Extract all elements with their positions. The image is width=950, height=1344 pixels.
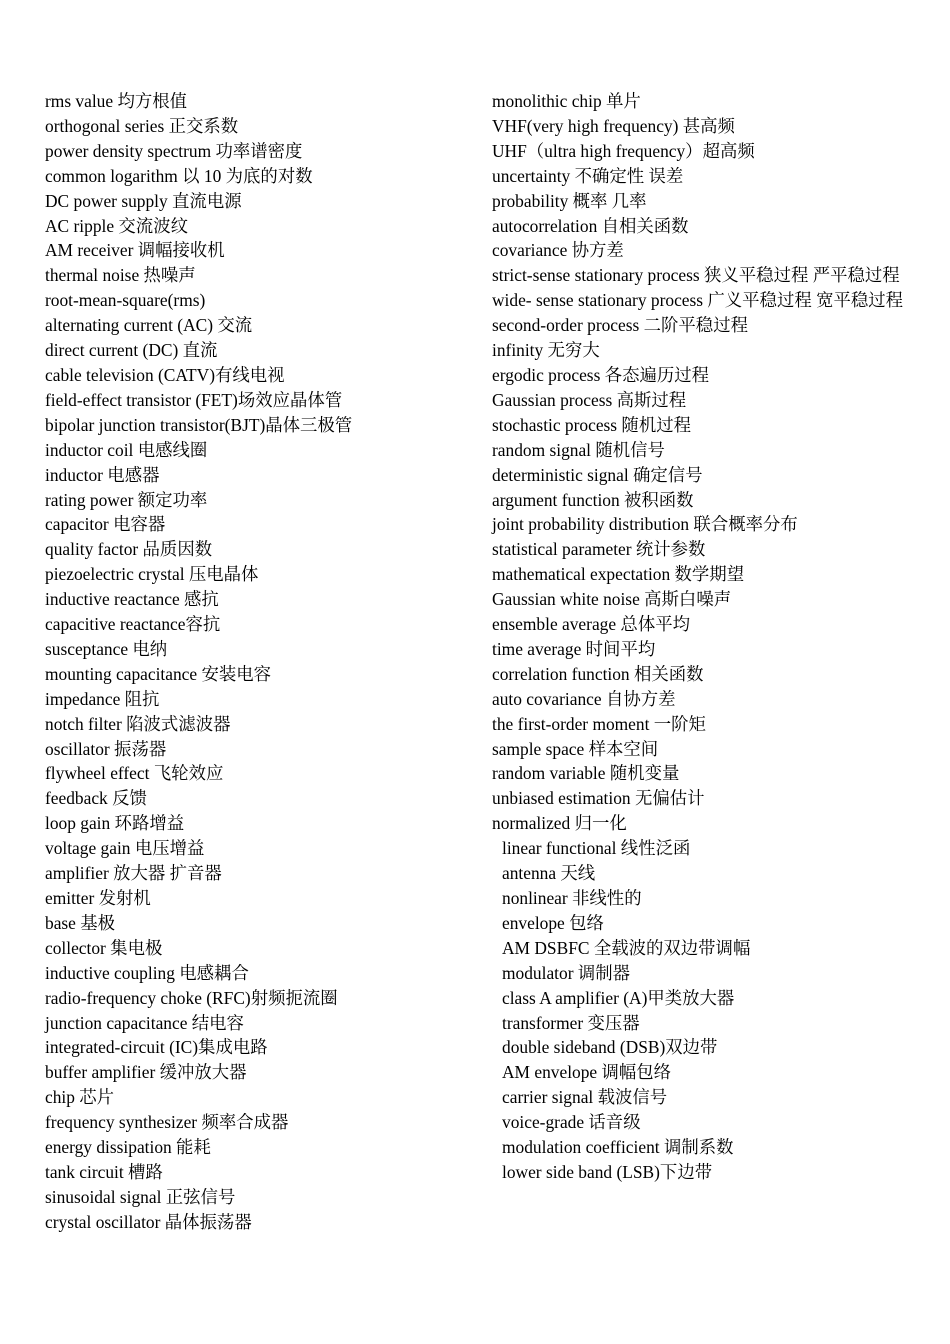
glossary-entry: carrier signal 载波信号	[502, 1087, 668, 1108]
glossary-entry: infinity 无穷大	[492, 340, 600, 361]
glossary-entry: notch filter 陷波式滤波器	[45, 713, 231, 734]
glossary-entry: Gaussian process 高斯过程	[492, 389, 687, 410]
glossary-entry: autocorrelation 自相关函数	[492, 215, 689, 236]
glossary-entry: ensemble average 总体平均	[492, 614, 690, 635]
glossary-entry: tank circuit 槽路	[45, 1161, 163, 1182]
glossary-entry: AC ripple 交流波纹	[45, 215, 188, 236]
glossary-entry: impedance 阻抗	[45, 688, 160, 709]
glossary-entry: frequency synthesizer 频率合成器	[45, 1112, 289, 1133]
glossary-entry: random variable 随机变量	[492, 763, 680, 784]
glossary-entry: inductive coupling 电感耦合	[45, 962, 249, 983]
glossary-entry: susceptance 电纳	[45, 638, 168, 659]
glossary-entry: AM envelope 调幅包络	[502, 1062, 672, 1083]
glossary-entry: argument function 被积函数	[492, 489, 694, 510]
glossary-entry: integrated-circuit (IC)集成电路	[45, 1037, 268, 1058]
glossary-entry: buffer amplifier 缓冲放大器	[45, 1062, 247, 1083]
glossary-entry: VHF(very high frequency) 甚高频	[492, 115, 735, 136]
glossary-entry: ergodic process 各态遍历过程	[492, 364, 710, 385]
glossary-entry: rms value 均方根值	[45, 91, 188, 111]
glossary-entry: amplifier 放大器 扩音器	[45, 863, 222, 884]
glossary-entry: modulator 调制器	[502, 962, 631, 983]
glossary-entry: capacitor 电容器	[45, 514, 166, 535]
glossary-entry: power density spectrum 功率谱密度	[45, 140, 303, 161]
glossary-entry: unbiased estimation 无偏估计	[492, 788, 705, 809]
glossary-entry: voice-grade 话音级	[502, 1112, 641, 1133]
glossary-entry: cable television (CATV)有线电视	[45, 364, 285, 385]
glossary-entry: nonlinear 非线性的	[502, 888, 642, 908]
glossary-entry: field-effect transistor (FET)场效应晶体管	[45, 389, 343, 410]
glossary-entry: sinusoidal signal 正弦信号	[45, 1186, 236, 1207]
glossary-entry: base 基极	[45, 912, 116, 933]
glossary-entry: loop gain 环路增益	[45, 813, 185, 834]
glossary-entry: feedback 反馈	[45, 788, 147, 809]
glossary-entry: random signal 随机信号	[492, 439, 665, 460]
glossary-entry: transformer 变压器	[502, 1012, 640, 1033]
glossary-entry: thermal noise 热噪声	[45, 265, 196, 286]
glossary-entry: DC power supply 直流电源	[45, 190, 242, 211]
glossary-entry: inductive reactance 感抗	[45, 589, 219, 610]
glossary-entry: stochastic process 随机过程	[492, 414, 691, 435]
glossary-entry: emitter 发射机	[45, 888, 151, 908]
glossary-entry: capacitive reactance容抗	[45, 614, 221, 635]
glossary-entry: joint probability distribution 联合概率分布	[492, 514, 798, 535]
glossary-entry: collector 集电极	[45, 937, 163, 958]
glossary-entry: sample space 样本空间	[492, 738, 659, 759]
glossary-entry: rating power 额定功率	[45, 489, 208, 510]
glossary-entry: UHF（ultra high frequency）超高频	[492, 140, 755, 161]
glossary-entry: alternating current (AC) 交流	[45, 315, 253, 336]
glossary-entry: bipolar junction transistor(BJT)晶体三极管	[45, 414, 353, 435]
glossary-entry: inductor 电感器	[45, 464, 160, 485]
glossary-entry: piezoelectric crystal 压电晶体	[45, 564, 259, 585]
glossary-entry: mounting capacitance 安装电容	[45, 663, 272, 684]
glossary-entry: time average 时间平均	[492, 638, 656, 659]
glossary-entry: quality factor 品质因数	[45, 539, 213, 560]
glossary-entry: the first-order moment 一阶矩	[492, 713, 706, 734]
glossary-entry: probability 概率 几率	[492, 190, 647, 211]
glossary-entry: root-mean-square(rms)	[45, 290, 206, 311]
glossary-entry: uncertainty 不确定性 误差	[492, 165, 684, 186]
glossary-entry: wide- sense stationary process 广义平稳过程 宽平稳过程	[492, 290, 904, 311]
glossary-entry: normalized 归一化	[492, 813, 627, 834]
glossary-entry: junction capacitance 结电容	[45, 1012, 244, 1033]
glossary-entry: inductor coil 电感线圈	[45, 439, 208, 460]
glossary-entry: AM receiver 调幅接收机	[45, 240, 225, 261]
glossary-entry: antenna 天线	[502, 863, 596, 884]
glossary-entry: correlation function 相关函数	[492, 663, 704, 684]
glossary-entry: crystal oscillator 晶体振荡器	[45, 1211, 252, 1232]
glossary-entry: double sideband (DSB)双边带	[502, 1037, 718, 1058]
glossary-entry: class A amplifier (A)甲类放大器	[502, 987, 735, 1008]
glossary-entry: strict-sense stationary process 狭义平稳过程 严平稳过程	[492, 265, 900, 286]
glossary-entry: mathematical expectation 数学期望	[492, 564, 745, 585]
glossary-entry: AM DSBFC 全载波的双边带调幅	[502, 937, 751, 958]
glossary-entry: deterministic signal 确定信号	[492, 464, 703, 485]
glossary-entry: orthogonal series 正交系数	[45, 115, 239, 136]
glossary-entry: linear functional 线性泛函	[502, 838, 691, 859]
glossary-entry: chip 芯片	[45, 1087, 115, 1108]
glossary-entry: oscillator 振荡器	[45, 738, 167, 759]
glossary-entry: common logarithm 以 10 为底的对数	[45, 165, 313, 186]
glossary-entry: flywheel effect 飞轮效应	[45, 763, 224, 784]
glossary-entry: monolithic chip 单片	[492, 91, 641, 111]
glossary-entry: Gaussian white noise 高斯白噪声	[492, 589, 732, 610]
glossary-entry: lower side band (LSB)下边带	[502, 1161, 713, 1182]
glossary-entry: voltage gain 电压增益	[45, 838, 205, 859]
glossary-entry: modulation coefficient 调制系数	[502, 1137, 734, 1158]
glossary-entry: covariance 协方差	[492, 240, 624, 261]
glossary-entry: energy dissipation 能耗	[45, 1137, 211, 1158]
glossary-entry: direct current (DC) 直流	[45, 340, 218, 361]
glossary-entry: second-order process 二阶平稳过程	[492, 315, 748, 336]
right-glossary-column	[492, 89, 906, 1185]
glossary-entry: envelope 包络	[502, 912, 604, 933]
glossary-entry: auto covariance 自协方差	[492, 688, 676, 709]
glossary-entry: radio-frequency choke (RFC)射频扼流圈	[45, 987, 338, 1008]
left-glossary-column	[45, 89, 465, 1235]
glossary-entry: statistical parameter 统计参数	[492, 539, 706, 560]
